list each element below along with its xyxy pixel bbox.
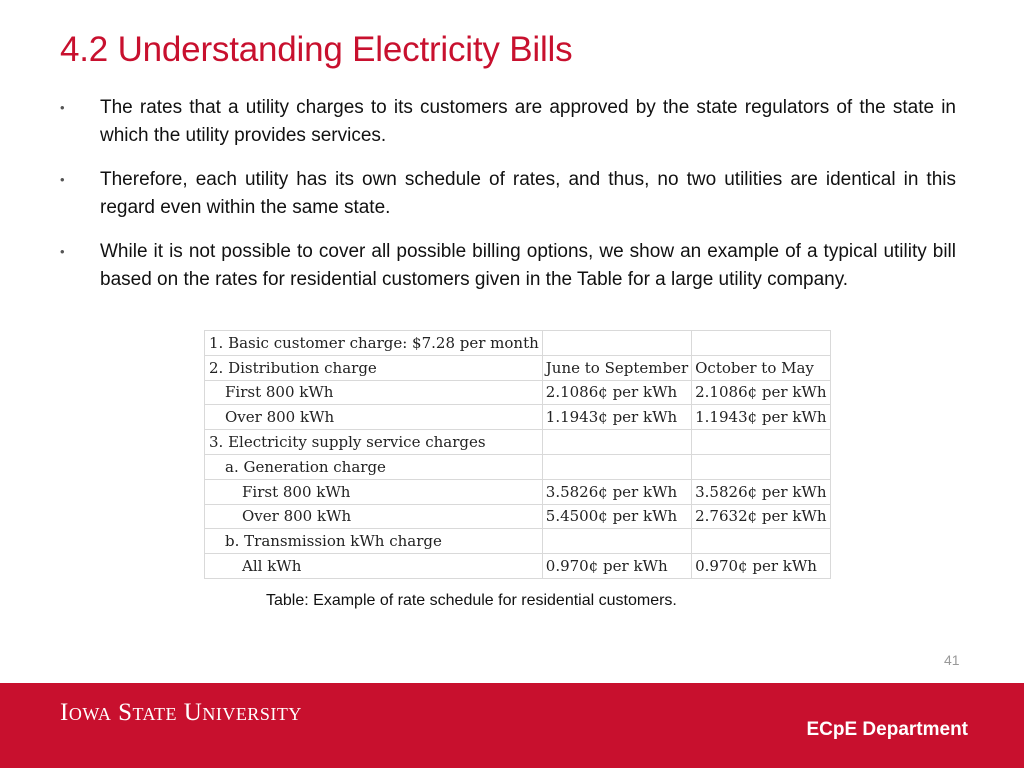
table-row <box>205 380 831 405</box>
winter-rate-cell: 2.7632¢ per kWh <box>692 504 830 529</box>
summer-rate-cell: 5.4500¢ per kWh <box>542 504 691 529</box>
page-number: 41 <box>944 652 960 668</box>
table-row <box>205 554 831 579</box>
bullet-item <box>60 238 956 293</box>
summer-rate-cell: 0.970¢ per kWh <box>542 554 691 579</box>
table-row <box>205 430 831 455</box>
bullet-icon: • <box>60 244 65 259</box>
rate-label-cell: b. Transmission kWh charge <box>205 529 543 554</box>
rate-label-cell: All kWh <box>205 554 543 579</box>
rate-label-cell: Over 800 kWh <box>205 504 543 529</box>
table-row <box>205 355 831 380</box>
table-row <box>205 405 831 430</box>
rate-label-cell: 1. Basic customer charge: $7.28 per month <box>205 331 543 356</box>
rate-label-cell: 3. Electricity supply service charges <box>205 430 543 455</box>
table-caption: Table: Example of rate schedule for residential customers. <box>266 592 677 609</box>
rate-label-cell: Over 800 kWh <box>205 405 543 430</box>
bullet-text: Therefore, each utility has its own schedule of rates, and thus, no two utilities are identical in this regard even within the same state. <box>100 169 956 218</box>
table-row <box>205 529 831 554</box>
winter-rate-cell: October to May <box>692 355 830 380</box>
summer-rate-cell: 2.1086¢ per kWh <box>542 380 691 405</box>
winter-rate-cell: 1.1943¢ per kWh <box>692 405 830 430</box>
winter-rate-cell <box>692 529 830 554</box>
rate-schedule-table <box>204 330 831 579</box>
rate-label-cell: First 800 kWh <box>205 380 543 405</box>
rate-label-cell: a. Generation charge <box>205 454 543 479</box>
summer-rate-cell <box>542 454 691 479</box>
bullet-item <box>60 94 956 149</box>
bullet-text: The rates that a utility charges to its customers are approved by the state regulators of the state in which the utility provides services. <box>100 97 956 146</box>
winter-rate-cell <box>692 454 830 479</box>
summer-rate-cell <box>542 529 691 554</box>
bullet-icon: • <box>60 172 65 187</box>
bullet-item <box>60 166 956 221</box>
bullet-icon: • <box>60 100 65 115</box>
department-label: ECpE Department <box>806 719 968 740</box>
university-logo: Iowa State University <box>60 699 302 726</box>
rate-label-cell: First 800 kWh <box>205 479 543 504</box>
summer-rate-cell: June to September <box>542 355 691 380</box>
table-row <box>205 331 831 356</box>
summer-rate-cell <box>542 430 691 455</box>
footer-bar <box>0 683 1024 768</box>
winter-rate-cell: 3.5826¢ per kWh <box>692 479 830 504</box>
bullet-list <box>60 94 956 310</box>
winter-rate-cell: 2.1086¢ per kWh <box>692 380 830 405</box>
table-row <box>205 504 831 529</box>
winter-rate-cell: 0.970¢ per kWh <box>692 554 830 579</box>
summer-rate-cell <box>542 331 691 356</box>
winter-rate-cell <box>692 430 830 455</box>
winter-rate-cell <box>692 331 830 356</box>
rate-label-cell: 2. Distribution charge <box>205 355 543 380</box>
summer-rate-cell: 3.5826¢ per kWh <box>542 479 691 504</box>
table-row <box>205 454 831 479</box>
slide-title: 4.2 Understanding Electricity Bills <box>60 30 573 69</box>
summer-rate-cell: 1.1943¢ per kWh <box>542 405 691 430</box>
table-row <box>205 479 831 504</box>
bullet-text: While it is not possible to cover all possible billing options, we show an example of a typical utility bill based on the rates for residential customers given in the Table for a large utility company. <box>100 241 956 290</box>
